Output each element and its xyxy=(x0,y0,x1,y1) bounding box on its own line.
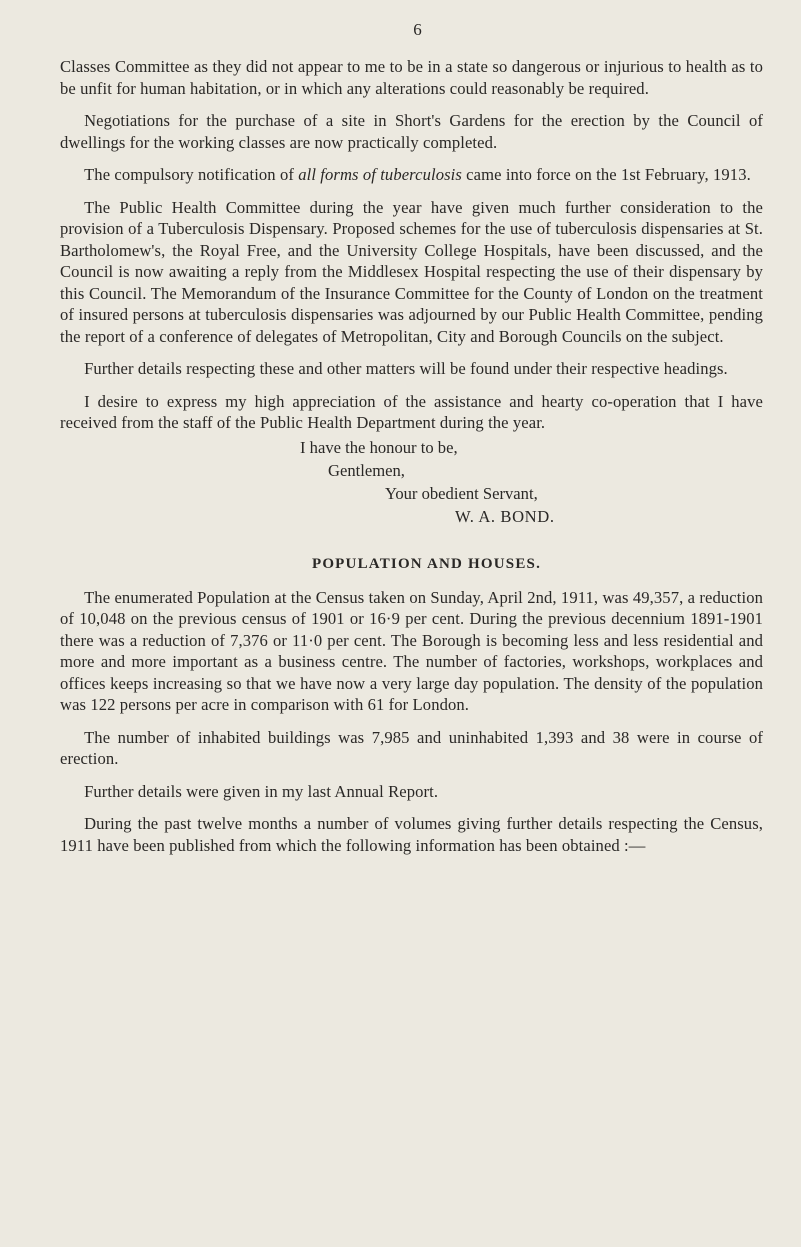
paragraph-tuberculosis-notification xyxy=(60,164,763,186)
tb-notification-text-end: came into force on the 1st February, 1913. xyxy=(461,165,751,184)
letter-closing xyxy=(60,436,763,528)
tb-notification-emphasis: all forms of tuberculosis xyxy=(298,165,462,184)
section-heading: POPULATION AND HOUSES. xyxy=(311,555,542,572)
closing-salutation: Gentlemen, xyxy=(328,460,405,480)
paragraph-census-volumes: During the past twelve months a number of volumes giving further details respecting the Census, 1911 have been published from which the following information has been obtained :— xyxy=(60,814,763,855)
page-number: 6 xyxy=(413,20,422,39)
paragraph-further-details: Further details respecting these and other matters will be found under their respective headings. xyxy=(84,359,728,378)
paragraph-tuberculosis-dispensary: The Public Health Committee during the year have given much further consideration to the provision of a Tuberculosis Dispensary. Proposed schemes for the use of tuberculosis dispensaries at St. Bartholomew's, the Royal Free, and the University College Hospitals, have been discussed, and the Council is now awaiting a reply from the Middlesex Hospital respecting the use of their dispensary by this Council. The Memorandum of the Insurance Committee for the County of London on the treatment of insured persons at tuberculosis dispensaries was adjourned by our Public Health Committee, pending the report of a conference of delegates of Metropolitan, City and Borough Councils on the subject. xyxy=(60,197,763,346)
paragraph-annual-report: Further details were given in my last Annual Report. xyxy=(84,781,439,801)
paragraph-inhabited-buildings: The number of inhabited buildings was 7,985 and uninhabited 1,393 and 38 were in course of erection. xyxy=(60,727,763,768)
paragraph-housing-continuation: Classes Committee as they did not appear to me to be in a state so dangerous or injurious to health as to be unfit for human habitation, or in which any alterations could reasonably be required. xyxy=(60,57,763,98)
paragraph-shorts-gardens: Negotiations for the purchase of a site in Short's Gardens for the erection by the Council of dwellings for the working classes are now practically completed. xyxy=(60,111,763,152)
closing-honour: I have the honour to be, xyxy=(300,437,458,457)
signature: W. A. BOND. xyxy=(455,506,555,526)
paragraph-appreciation: I desire to express my high appreciation of the assistance and hearty co-operation that I have received from the staff of the Public Health Department during the year. xyxy=(60,391,763,432)
closing-servant: Your obedient Servant, xyxy=(385,483,538,503)
paragraph-census-population: The enumerated Population at the Census taken on Sunday, April 2nd, 1911, was 49,357, a reduction of 10,048 on the previous census of 1901 or 16·9 per cent. During the previous decennium 1891-1901 there was a reduction of 7,376 or 11·0 per cent. The Borough is becoming less and less residential and more and more important as a business centre. The number of factories, workshops, workplaces and offices keeps increasing so that we have now a very large day population. The density of the population was 122 persons per acre in comparison with 61 for London. xyxy=(60,587,763,714)
tb-notification-text-start: The compulsory notification of xyxy=(84,165,299,184)
